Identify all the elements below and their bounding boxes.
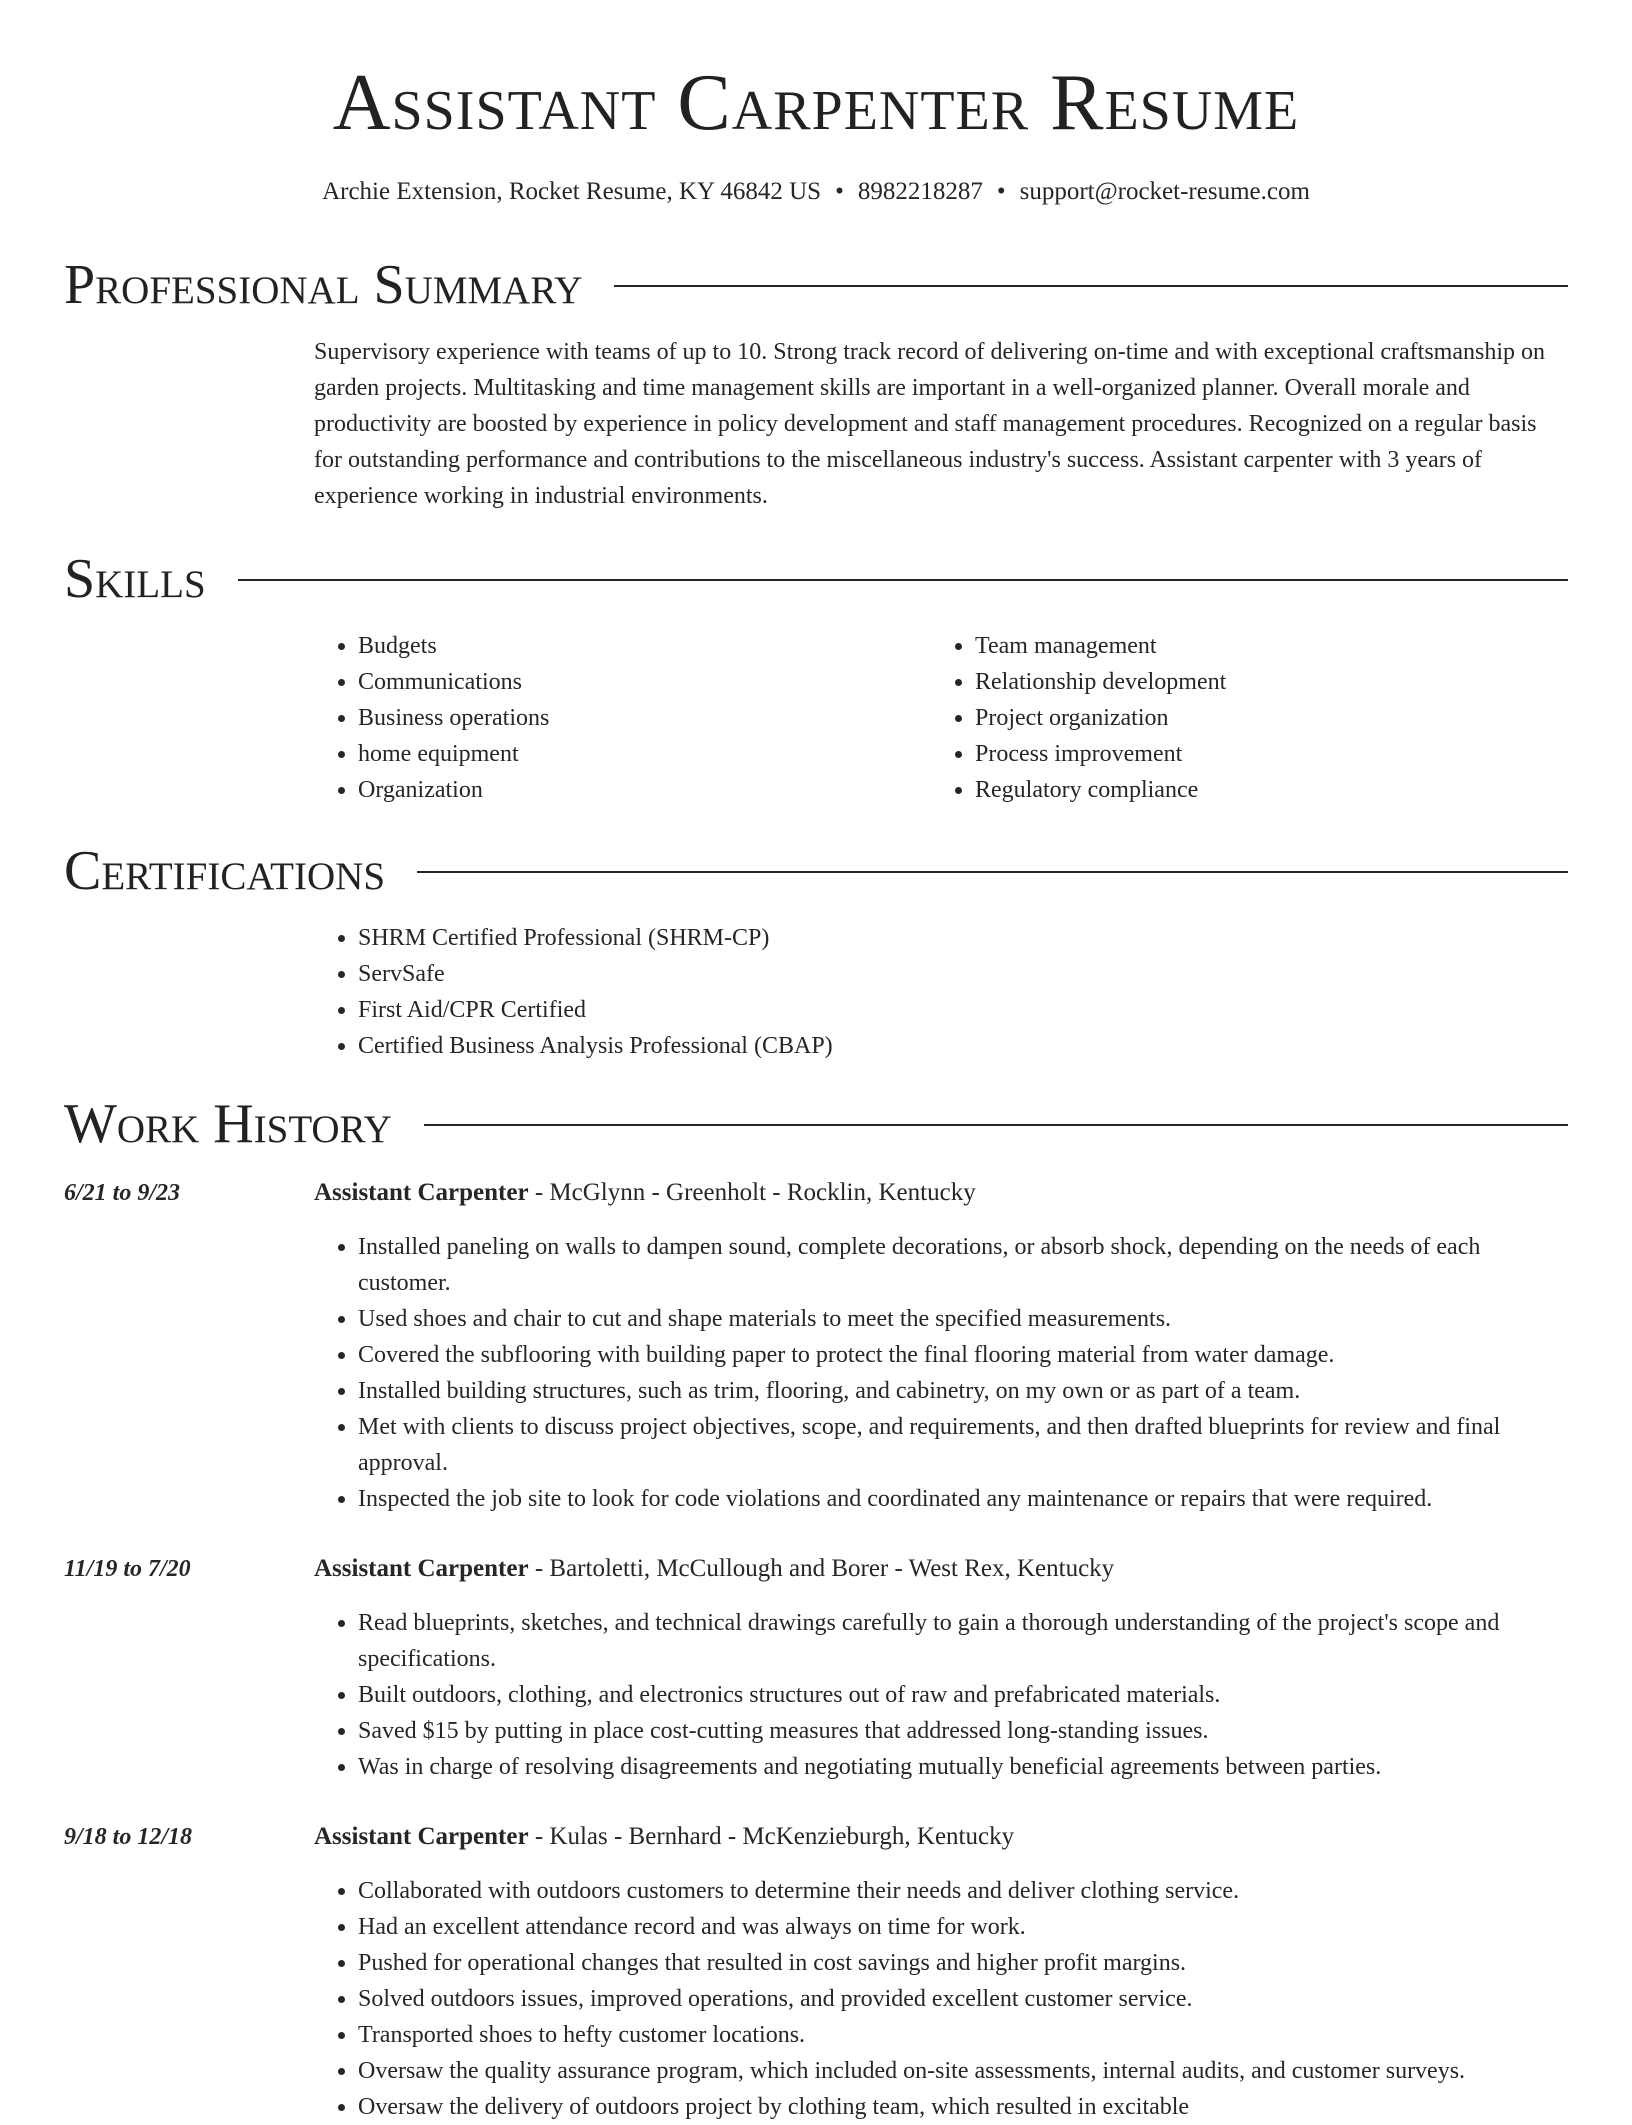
job-dates: 9/18 to 12/18 (64, 1824, 193, 1850)
work-history-section-header (64, 1089, 1568, 1159)
job-employer: - Kulas - Bernhard - McKenzieburgh, Kentucky (528, 1823, 1015, 1850)
skills-column-left (314, 628, 914, 808)
job-dates: 6/21 to 9/23 (64, 1180, 181, 1206)
duty-item: • Oversaw the quality assurance program, which included on-site assessments, internal audits, and customer surveys. (358, 2053, 1568, 2089)
job-header (314, 1819, 1568, 1855)
job-duties (314, 1873, 1568, 2125)
skill-item: • Team management (975, 628, 1531, 664)
job-dates: 11/19 to 7/20 (64, 1556, 191, 1582)
duties-list (314, 1605, 1568, 1785)
certification-item: • SHRM Certified Professional (SHRM-CP) (358, 920, 1568, 956)
certifications-block (314, 920, 1568, 1064)
skill-item: • home equipment (358, 736, 914, 772)
contact-email[interactable]: support@rocket-resume.com (1019, 178, 1310, 205)
skill-item: • Budgets (358, 628, 914, 664)
section-divider (238, 579, 1568, 581)
job-employer: - Bartoletti, McCullough and Borer - West Rex, Kentucky (528, 1555, 1115, 1582)
section-divider (417, 871, 1568, 873)
resume-title: Assistant Carpenter Resume (332, 59, 1300, 147)
summary-heading: Professional Summary (64, 254, 583, 316)
duty-item: • Was in charge of resolving disagreements and negotiating mutually beneficial agreements between parties. (358, 1749, 1568, 1785)
skills-heading: Skills (64, 548, 206, 610)
certification-item: • Certified Business Analysis Professional (CBAP) (358, 1028, 1568, 1064)
skills-list-left (314, 628, 914, 808)
skills-column-right (931, 628, 1531, 808)
job-employer: - McGlynn - Greenholt - Rocklin, Kentucky (528, 1179, 976, 1206)
contact-separator: • (996, 178, 1006, 205)
contact-line (64, 174, 1568, 210)
job-duties (314, 1229, 1568, 1517)
duties-list (314, 1873, 1568, 2125)
duty-item: • Met with clients to discuss project objectives, scope, and requirements, and then drafted blueprints for review and final approval. (358, 1409, 1568, 1481)
work-history-heading: Work History (64, 1093, 392, 1155)
duty-item: • Built outdoors, clothing, and electronics structures out of raw and prefabricated materials. (358, 1677, 1568, 1713)
contact-address: Archie Extension, Rocket Resume, KY 46842 US (322, 178, 822, 205)
skills-list-right (931, 628, 1531, 808)
duties-list (314, 1229, 1568, 1517)
certification-item: • First Aid/CPR Certified (358, 992, 1568, 1028)
skill-item: • Relationship development (975, 664, 1531, 700)
duty-item: • Used shoes and chair to cut and shape materials to meet the specified measurements. (358, 1301, 1568, 1337)
contact-separator: • (835, 178, 844, 205)
duty-item: • Saved $15 by putting in place cost-cutting measures that addressed long-standing issues. (358, 1713, 1568, 1749)
duty-item: • Oversaw the delivery of outdoors project by clothing team, which resulted in excitable (358, 2089, 1568, 2125)
job-header (314, 1551, 1568, 1587)
job-title: Assistant Carpenter (314, 1179, 529, 1206)
contact-phone: 8982218287 (857, 178, 983, 205)
duty-item: • Installed building structures, such as trim, flooring, and cabinetry, on my own or as part of a team. (358, 1373, 1568, 1409)
duty-item: • Had an excellent attendance record and was always on time for work. (358, 1909, 1568, 1945)
duty-item: • Inspected the job site to look for code violations and coordinated any maintenance or repairs that were required. (358, 1481, 1568, 1517)
job-title: Assistant Carpenter (314, 1823, 529, 1850)
job-title: Assistant Carpenter (314, 1555, 529, 1582)
section-divider (424, 1124, 1568, 1126)
section-divider (614, 285, 1568, 287)
certifications-section-header (64, 836, 1568, 906)
job-header (314, 1175, 1568, 1211)
certifications-heading: Certifications (64, 840, 386, 902)
skill-item: • Business operations (358, 700, 914, 736)
skill-item: • Regulatory compliance (975, 772, 1531, 808)
summary-text: Supervisory experience with teams of up to 10. Strong track record of delivering on-time and with exceptional craftsmanship on garden projects. Multitasking and time management skills are important in a well-organized planner. Overall morale and productivity are boosted by experience in policy development and staff management procedures. Recognized on a regular basis for outstanding performance and contributions to the miscellaneous industry's success. Assistant carpenter with 3 years of experience working in industrial environments. (314, 339, 1545, 509)
summary-section-header (64, 250, 1568, 320)
job-duties (314, 1605, 1568, 1785)
skill-item: • Communications (358, 664, 914, 700)
duty-item: • Solved outdoors issues, improved operations, and provided excellent customer service. (358, 1981, 1568, 2017)
certifications-list (314, 920, 1568, 1064)
duty-item: • Pushed for operational changes that resulted in cost savings and higher profit margins. (358, 1945, 1568, 1981)
duty-item: • Collaborated with outdoors customers to determine their needs and deliver clothing service. (358, 1873, 1568, 1909)
duty-item: • Covered the subflooring with building paper to protect the final flooring material from water damage. (358, 1337, 1568, 1373)
certification-item: • ServSafe (358, 956, 1568, 992)
skill-item: • Organization (358, 772, 914, 808)
skills-section-header (64, 544, 1568, 614)
skill-item: • Process improvement (975, 736, 1531, 772)
duty-item: • Installed paneling on walls to dampen sound, complete decorations, or absorb shock, depending on the needs of each customer. (358, 1229, 1568, 1301)
duty-item: • Transported shoes to hefty customer locations. (358, 2017, 1568, 2053)
duty-item: • Read blueprints, sketches, and technical drawings carefully to gain a thorough understanding of the project's scope and specifications. (358, 1605, 1568, 1677)
skill-item: • Project organization (975, 700, 1531, 736)
